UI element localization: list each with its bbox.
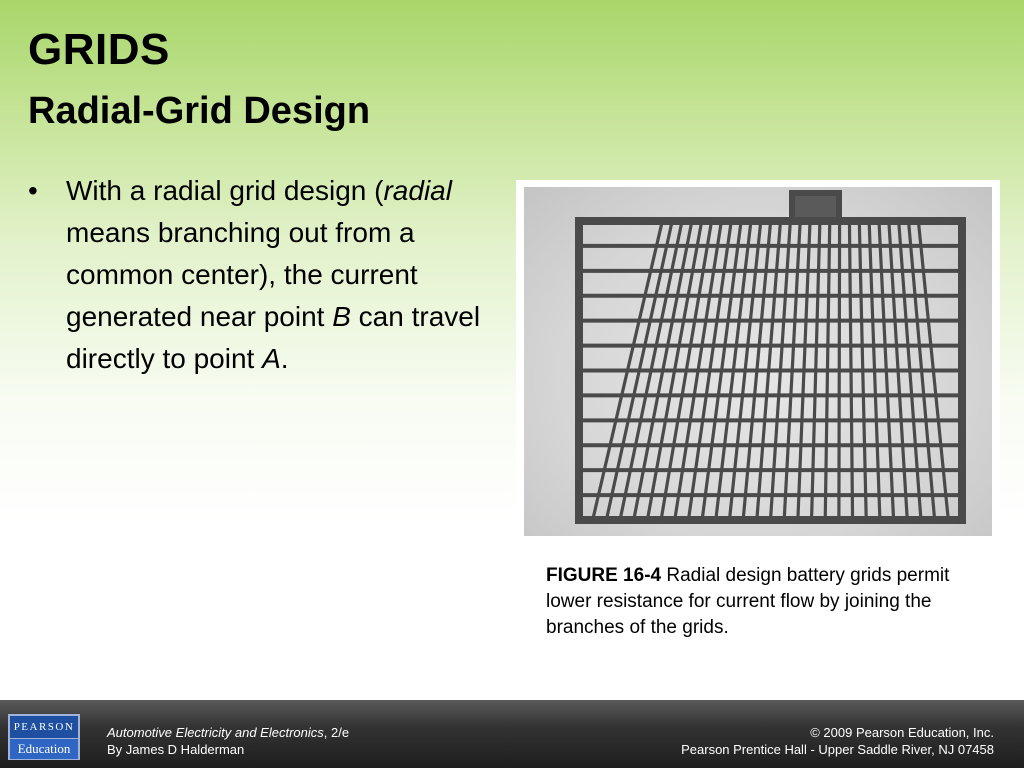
bullet-text-part: . [280, 343, 289, 374]
copyright-text: © 2009 Pearson Education, Inc. [810, 725, 994, 740]
bullet-marker: • [28, 175, 38, 206]
book-edition: , 2/e [323, 725, 350, 740]
bullet-text-italic-b: B [332, 301, 351, 332]
battery-grid-photo [516, 180, 1000, 543]
figure-label: FIGURE 16-4 [546, 565, 662, 586]
logo-wordmark: PEARSON [10, 716, 78, 739]
slide-subtitle: Radial-Grid Design [28, 90, 371, 132]
bullet-text-part: With a radial grid design ( [66, 175, 384, 206]
bullet-text-part: can travel directly to point [66, 301, 481, 374]
bullet-text-italic-a: A [262, 343, 281, 374]
footer-bar [0, 700, 1024, 768]
logo-subtext: Education [10, 739, 78, 759]
figure-caption [546, 563, 986, 641]
book-info [107, 724, 349, 758]
book-author: By James D Halderman [107, 742, 245, 757]
bullet-text [66, 170, 498, 380]
bullet-text-part: means branching out from a common center), the current generated near point [66, 217, 418, 332]
pearson-logo [8, 714, 80, 760]
publisher-info [681, 724, 994, 758]
bullet-text-italic-radial: radial [383, 175, 452, 206]
slide-title: GRIDS [28, 25, 170, 74]
book-title: Automotive Electricity and Electronics [107, 725, 324, 740]
publisher-text: Pearson Prentice Hall - Upper Saddle River, NJ 07458 [681, 742, 994, 757]
battery-grid-illustration [524, 187, 992, 536]
bullet-point [28, 170, 498, 380]
figure-caption-text: Radial design battery grids permit lower resistance for current flow by joining the branches of the grids. [546, 565, 950, 638]
